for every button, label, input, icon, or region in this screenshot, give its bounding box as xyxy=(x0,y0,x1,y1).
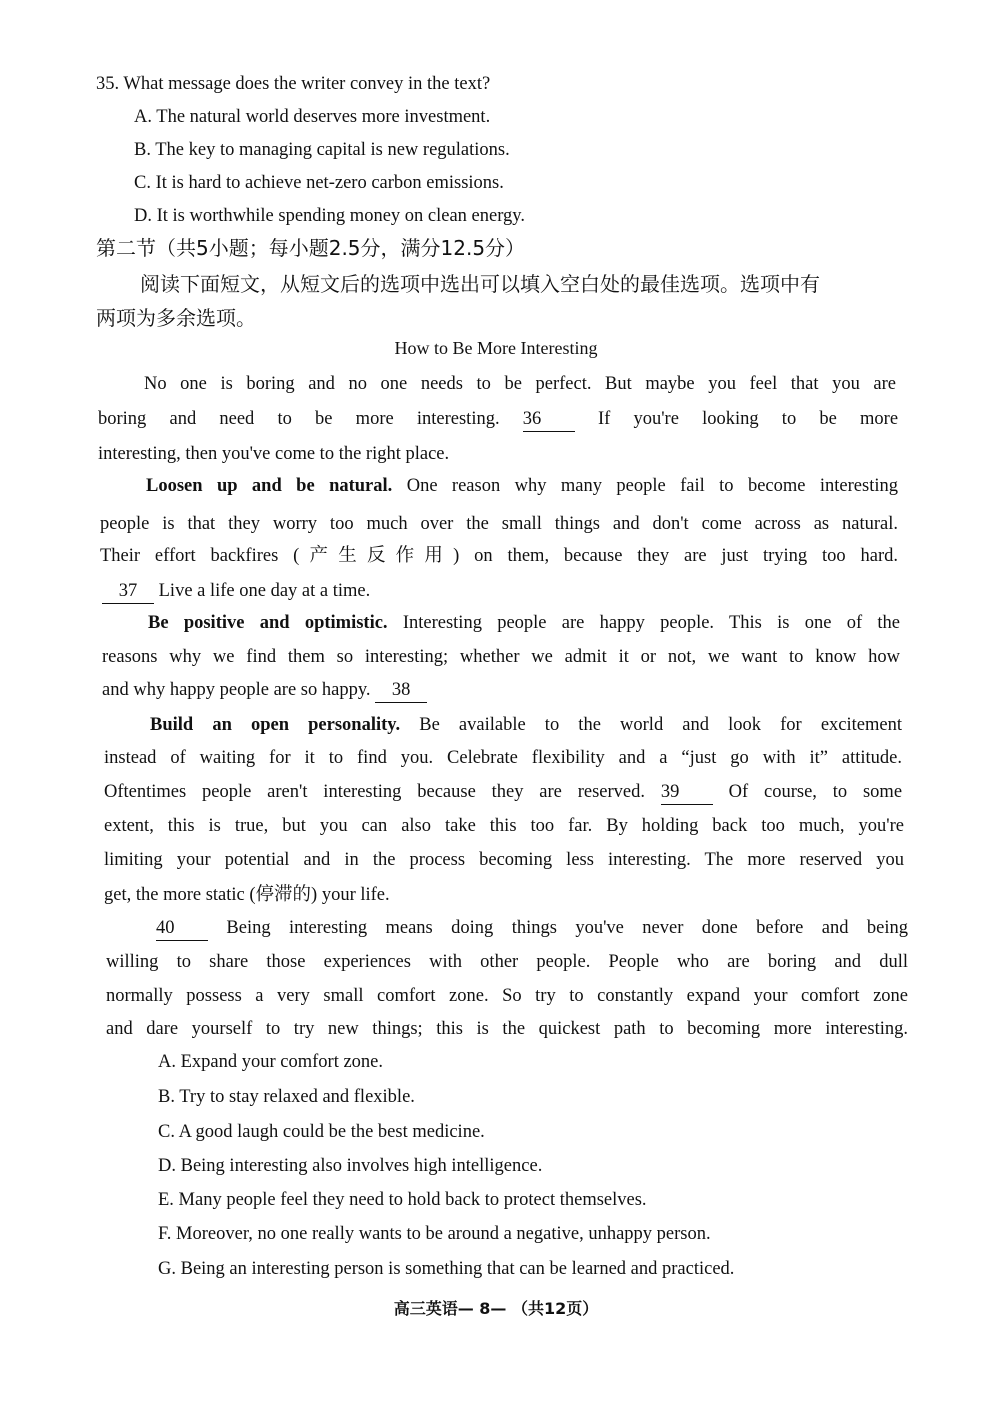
p1-line2 xyxy=(98,407,898,432)
blank-37: 37 xyxy=(102,579,154,604)
p1-line1: No one is boring and no one needs to be perfect. But maybe you feel that you are xyxy=(144,374,896,394)
p2-line1 xyxy=(146,474,898,498)
section-instruction-line2: 两项为多余选项。 xyxy=(96,306,256,330)
option-c: C. A good laugh could be the best medicine. xyxy=(158,1122,485,1142)
p4-line5: limiting your potential and in the process becoming less interesting. The more reserved you xyxy=(104,850,904,870)
p3-line3 xyxy=(102,678,427,703)
p3-heading: Be positive and optimistic. xyxy=(148,613,388,633)
p4-line1 xyxy=(150,713,902,737)
p4-line1-text: Be available to the world and look for excitement xyxy=(419,715,902,735)
option-e: E. Many people feel they need to hold back to protect themselves. xyxy=(158,1190,647,1210)
p2-line4 xyxy=(102,579,370,604)
q35-option-d: D. It is worthwhile spending money on clean energy. xyxy=(134,206,525,226)
q35-stem: 35. What message does the writer convey in the text? xyxy=(96,74,491,94)
p1-line3: interesting, then you've come to the right place. xyxy=(98,444,450,464)
q35-option-b: B. The key to managing capital is new regulations. xyxy=(134,140,510,160)
p4-line4: extent, this is true, but you can also take this too far. By holding back too much, you're xyxy=(104,816,904,836)
p3-line3-text: and why happy people are so happy. xyxy=(102,680,371,700)
section-instruction-line1: 阅读下面短文，从短文后的选项中选出可以填入空白处的最佳选项。选项中有 xyxy=(140,272,820,296)
p4-line3-text: Oftentimes people aren't interesting because they are reserved. xyxy=(104,782,645,802)
q35-option-c: C. It is hard to achieve net-zero carbon emissions. xyxy=(134,173,504,193)
option-d: D. Being interesting also involves high intelligence. xyxy=(158,1156,543,1176)
option-g: G. Being an interesting person is something that can be learned and practiced. xyxy=(158,1259,735,1279)
p1-line2-text: boring and need to be more interesting. xyxy=(98,409,500,429)
p3-line1-text: Interesting people are happy people. This is one of the xyxy=(402,613,901,633)
p4-line2: instead of waiting for it to find you. Celebrate flexibility and a “just go with it” attitude. xyxy=(104,748,902,768)
p5-line4: and dare yourself to try new things; this is the quickest path to becoming more interesting. xyxy=(106,1019,908,1039)
q35-option-a: A. The natural world deserves more investment. xyxy=(134,107,491,127)
p1-line2-after: If you're looking to be more xyxy=(597,409,899,429)
p3-line2: reasons why we find them so interesting; whether we admit it or not, we want to know how xyxy=(102,647,900,667)
p4-heading: Build an open personality. xyxy=(150,715,401,735)
p2-heading: Loosen up and be natural. xyxy=(146,476,393,496)
page-footer: 高三英语— 8— （共12页） xyxy=(393,1299,599,1318)
p5-line3: normally possess a very small comfort zone. So try to constantly expand your comfort zone xyxy=(106,986,908,1006)
option-f: F. Moreover, no one really wants to be around a negative, unhappy person. xyxy=(158,1224,711,1244)
p2-line3: Their effort backfires (产生反作用) on them, because they are just trying too hard. xyxy=(100,546,898,566)
p2-line4-text: Live a life one day at a time. xyxy=(158,581,371,601)
p5-line2: willing to share those experiences with other people. People who are boring and dull xyxy=(106,952,908,972)
p5-line1-text: Being interesting means doing things you've never done before and being xyxy=(226,918,908,938)
blank-36: 36 xyxy=(523,407,575,432)
p5-line1 xyxy=(156,916,908,941)
blank-38: 38 xyxy=(375,678,427,703)
blank-40: 40 xyxy=(156,916,208,941)
p2-line2: people is that they worry too much over the small things and don't come across as natural. xyxy=(100,514,898,534)
p4-line6: get, the more static (停滞的) your life. xyxy=(104,885,390,905)
p2-line1-text: One reason why many people fail to become interesting xyxy=(406,476,898,496)
p3-line1 xyxy=(148,611,900,635)
option-a: A. Expand your comfort zone. xyxy=(158,1052,384,1072)
p4-line3-after: Of course, to some xyxy=(728,782,903,802)
passage-title: How to Be More Interesting xyxy=(394,338,598,358)
blank-39: 39 xyxy=(661,780,713,805)
section-header: 第二节（共5小题；每小题2.5分，满分12.5分） xyxy=(96,236,526,260)
option-b: B. Try to stay relaxed and flexible. xyxy=(158,1087,415,1107)
p4-line3 xyxy=(104,780,902,805)
